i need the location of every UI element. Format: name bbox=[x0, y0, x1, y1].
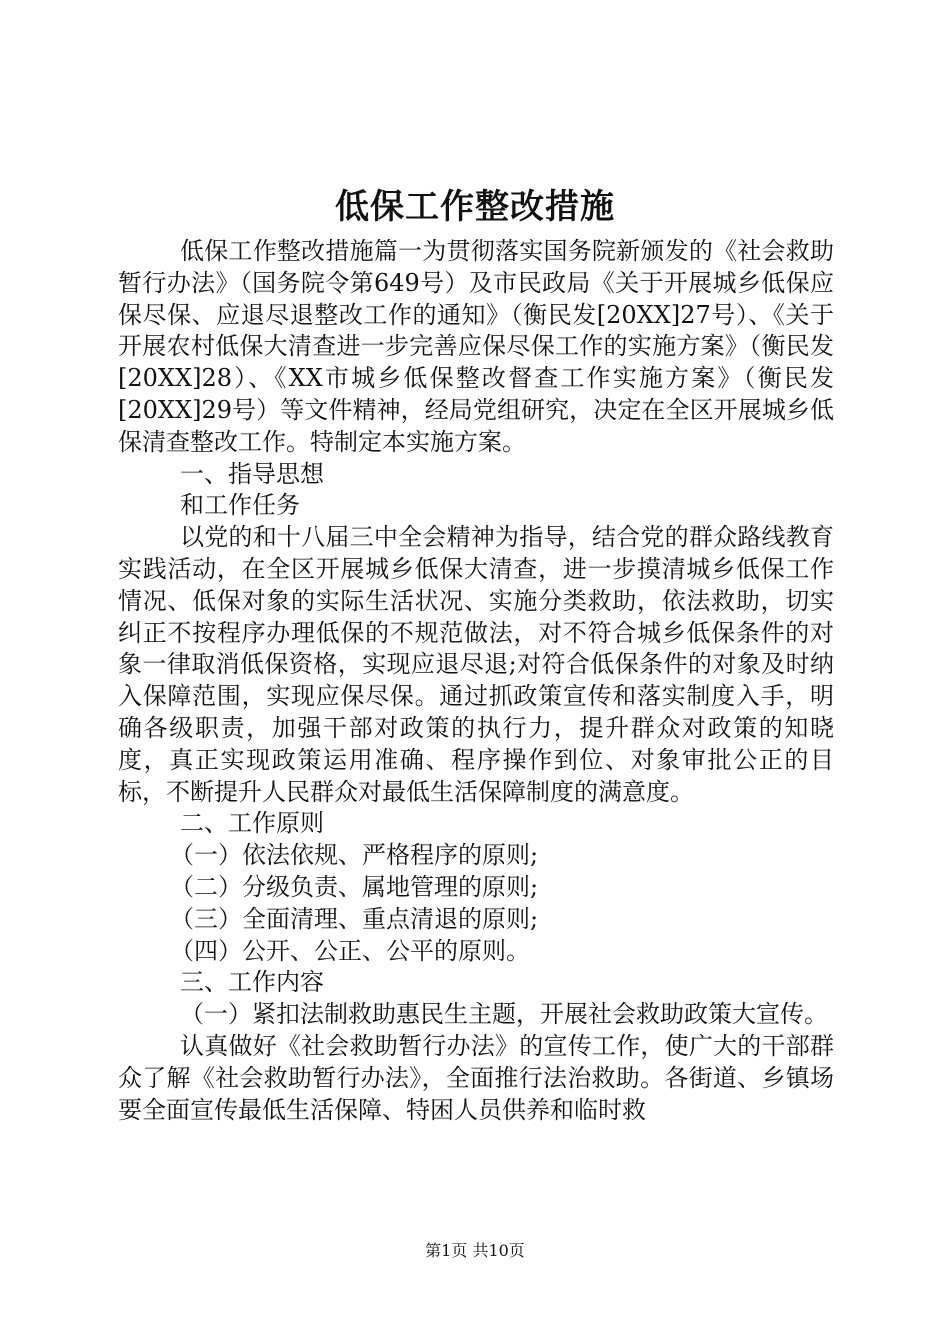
paragraph-intro: 低保工作整改措施篇一为贯彻落实国务院新颁发的《社会救助暂行办法》（国务院令第649号）及市民政局《关于开展城乡低保应保尽保、应退尽退整改工作的通知》（衡民发[20XX]27号）、《关于开展农村低保大清查进一步完善应保尽保工作的实施方案》（衡民发[20XX]28）、《XX市城乡低保整改督查工作实施方案》（衡民发[20XX]29号）等文件精神，经局党组研究，决定在全区开展城乡低保清查整改工作。特制定本实施方案。 bbox=[118, 237, 834, 456]
principle-item-1: （一）依法依规、严格程序的原则; bbox=[170, 841, 539, 870]
principle-item-2: （二）分级负责、属地管理的原则; bbox=[170, 872, 539, 901]
heading-work-tasks: 和工作任务 bbox=[180, 491, 300, 520]
page-footer: 第1页 共10页 bbox=[425, 1241, 525, 1260]
heading-work-content: 三、工作内容 bbox=[180, 968, 324, 997]
document-body bbox=[118, 236, 834, 1126]
paragraph-content-item-1: （一）紧扣法制救助惠民生主题，开展社会救助政策大宣传。 bbox=[180, 1000, 828, 1029]
principle-item-3: （三）全面清理、重点清退的原则; bbox=[170, 904, 539, 933]
principle-item-4: （四）公开、公正、公平的原则。 bbox=[170, 936, 530, 965]
document-title: 低保工作整改措施 bbox=[335, 187, 615, 227]
heading-guiding-ideology: 一、指导思想 bbox=[180, 459, 324, 488]
paragraph-publicity: 认真做好《社会救助暂行办法》的宣传工作，使广大的干部群众了解《社会救助暂行办法》，全面推行法治救助。各街道、乡镇场要全面宣传最低生活保障、特困人员供养和临时救 bbox=[118, 1031, 834, 1124]
paragraph-guiding-content: 以党的和十八届三中全会精神为指导，结合党的群众路线教育实践活动，在全区开展城乡低保大清查，进一步摸清城乡低保工作情况、低保对象的实际生活状况、实施分类救助，依法救助，切实纠正不按程序办理低保的不规范做法，对不符合城乡低保条件的对象一律取消低保资格，实现应退尽退;对符合低保条件的对象及时纳入保障范围，实现应保尽保。通过抓政策宣传和落实制度入手，明确各级职责，加强干部对政策的执行力，提升群众对政策的知晓度，真正实现政策运用准确、程序操作到位、对象审批公正的目标，不断提升人民群众对最低生活保障制度的满意度。 bbox=[118, 523, 834, 806]
heading-work-principles: 二、工作原则 bbox=[180, 809, 324, 838]
